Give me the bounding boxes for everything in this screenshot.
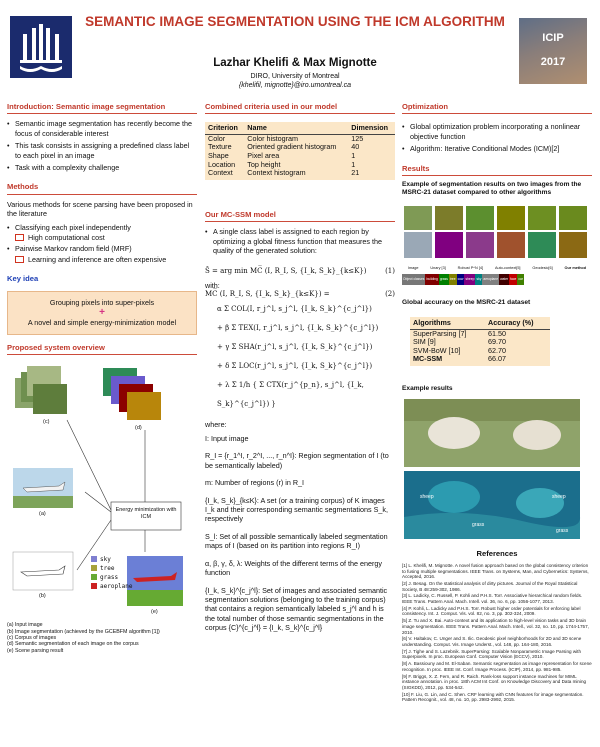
method-label: Image bbox=[407, 265, 419, 270]
class-label: sheep bbox=[464, 274, 475, 285]
key-idea-box bbox=[7, 291, 197, 335]
equation-terms bbox=[205, 300, 395, 414]
where-label: where: bbox=[205, 419, 227, 429]
equation-1-number: (1) bbox=[385, 267, 395, 276]
key-idea-heading: Key idea bbox=[7, 274, 39, 284]
class-label: face bbox=[509, 274, 517, 285]
cell: 40 bbox=[351, 142, 360, 152]
seg-label: sheep bbox=[420, 494, 434, 501]
definition-list bbox=[205, 434, 395, 633]
icip-badge bbox=[519, 18, 587, 84]
accuracy-col-header: Algorithms bbox=[410, 317, 485, 329]
class-label: water bbox=[499, 274, 509, 285]
email-line: {khelifil, mignotte}@iro.umontreal.ca bbox=[238, 82, 352, 89]
example-results-figure bbox=[402, 399, 592, 539]
caption: (b) Image segmentation (achieved by the GCEBFM algorithm [1]) bbox=[7, 628, 160, 635]
cell: Oriented gradient histogram bbox=[247, 142, 337, 152]
class-label: tree bbox=[449, 274, 457, 285]
reference-item: [5] Z. Tu and X. Bai. Auto-context and its application to high-level vision tasks and 3D brain image segmentation. IEEE Trans. Pattern Anal. Mach. Intell., vol. 32, no. 10, pp. 1744-1757, 2010. bbox=[402, 618, 589, 635]
equation-term: α Σ COL(I, r_j^l, s_j^l, {I_k, S_k}^{c_j^l}) bbox=[217, 304, 372, 313]
results-example-heading: Example of segmentation results on two images from the MSRC-21 dataset compared to other algorithms bbox=[402, 181, 582, 197]
methods-bullets bbox=[7, 223, 197, 232]
criteria-heading: Combined criteria used in our model bbox=[205, 102, 395, 114]
optimization-heading: Optimization bbox=[402, 102, 592, 114]
reference-item: [3] L. Ladicky, C. Russell, P. Kohli and P.H.S. Torr. Associative hierarchical random fields. IEEE Trans. Pattern Anal. Mach. Intell. vol. 36, no. 6, pp. 1056-1077, 2013. bbox=[402, 593, 583, 605]
con-item bbox=[7, 255, 197, 264]
equation-2-body: MC̅ (I, R_I, S, {I_k, S_k}_{k≤K}) = bbox=[205, 290, 330, 299]
equation-term: + λ Σ 1/h { Σ CTX(r_j^{p_n}, s_j^l, {I_k, S_k}^{c_j^l}) } bbox=[217, 380, 364, 408]
class-label: building bbox=[425, 274, 438, 285]
poster-title: SEMANTIC IMAGE SEGMENTATION USING THE ICM ALGORITHM bbox=[85, 14, 505, 29]
cell: 125 bbox=[351, 133, 364, 143]
legend-grass: grass bbox=[100, 574, 119, 582]
criteria-table bbox=[205, 122, 395, 179]
class-label: Object classes bbox=[402, 274, 425, 285]
class-label: aeroplane bbox=[482, 274, 499, 285]
criteria-col-header: Criterion bbox=[205, 122, 244, 134]
caption: (c) Corpus of images bbox=[7, 634, 57, 641]
overview-legend bbox=[100, 555, 133, 591]
cell: Top height bbox=[247, 159, 281, 169]
example-results-heading: Example results bbox=[402, 385, 453, 393]
icip-badge-year: 2017 bbox=[540, 56, 566, 68]
accuracy-col-header: Accuracy (%) bbox=[485, 317, 550, 329]
poster-header bbox=[0, 0, 600, 95]
method-label: Robust P^N [4] bbox=[457, 265, 484, 270]
cell: 21 bbox=[351, 168, 360, 178]
definition: S_l: Set of all possible semantically labeled segmentation maps of I (based on its partition into regions R_I) bbox=[205, 531, 388, 551]
class-label: car bbox=[517, 274, 524, 285]
equation-term: + β Σ TEX(I, r_j^l, s_j^l, {I_k, S_k}^{c_j^l}) bbox=[217, 323, 379, 332]
cell: Color bbox=[208, 133, 226, 143]
cell: MC-SSM bbox=[413, 354, 443, 364]
column-right bbox=[402, 98, 592, 704]
definition: m: Number of regions (r) in R_I bbox=[205, 478, 305, 488]
seg-label: sheep bbox=[552, 494, 566, 501]
equation-2 bbox=[205, 290, 395, 299]
cell: SIM [9] bbox=[413, 337, 436, 347]
key-idea-line: Grouping pixels into super-pixels bbox=[49, 297, 155, 307]
con-item bbox=[7, 233, 197, 242]
references-heading: References bbox=[476, 549, 518, 559]
cell: 1 bbox=[351, 159, 356, 169]
cell: Shape bbox=[208, 151, 229, 160]
results-heading: Results bbox=[402, 164, 592, 176]
poster-authors: Lazhar Khelifi & Max Mignotte bbox=[213, 57, 377, 69]
class-labels bbox=[402, 274, 592, 285]
comparison-row-2 bbox=[404, 232, 587, 258]
model-bullets bbox=[205, 227, 395, 255]
reference-item: [8] A. Bassiouny and M. El-Saban. Semantic segmentation as image representation for scene recognition. In proc. IEEE Int. Conf. Image Process. (ICIP), 2014, pp. 981-985. bbox=[402, 661, 592, 672]
caption: (d) Semantic segmentation of each image on the corpus bbox=[7, 641, 139, 648]
cell: Context bbox=[208, 168, 233, 178]
definition: {I_k, S_k}_{k≤K}: A set (or a training corpus) of K images I_k and their corresponding semantic segmentations S_k, respectively bbox=[205, 495, 388, 524]
equation-1-body: Ŝ = arg min MC̅ (I, R_I, S, {I_k, S_k}_{k≤K}) bbox=[205, 267, 367, 276]
intro-bullet: • Task with a complexity challenge bbox=[7, 163, 197, 172]
method-label: Geodesic[6] bbox=[532, 265, 553, 270]
system-overview-figure bbox=[7, 360, 197, 622]
cell: Color histogram bbox=[247, 133, 299, 143]
caption: (a) Input image bbox=[7, 622, 43, 629]
cell: Pixel area bbox=[247, 151, 280, 160]
definition: I: Input image bbox=[205, 434, 249, 444]
corpus-image bbox=[33, 384, 67, 414]
comparison-row-1 bbox=[404, 206, 587, 230]
label-b: (b) bbox=[39, 593, 46, 600]
affiliation-line: DIRO, University of Montreal bbox=[250, 73, 340, 80]
methods-text: Various methods for scene parsing have been proposed in the literature bbox=[7, 199, 193, 219]
table-row bbox=[205, 143, 395, 152]
poster-affiliation bbox=[80, 72, 510, 90]
key-idea-line: A novel and simple energy-minimization model bbox=[27, 317, 177, 327]
equation-2-number: (2) bbox=[385, 290, 395, 299]
seg-label: grass bbox=[472, 522, 485, 529]
comparison-figure bbox=[402, 202, 592, 294]
cell: Texture bbox=[208, 142, 232, 152]
intro-bullets bbox=[7, 119, 197, 172]
energy-box-label: Energy minimization with ICM bbox=[115, 507, 177, 521]
label-c: (c) bbox=[43, 419, 50, 426]
cell: 61.50 bbox=[488, 328, 507, 338]
optimization-bullet: • Global optimization problem incorporating a nonlinear objective function bbox=[402, 122, 592, 141]
overview-captions bbox=[7, 622, 197, 654]
definition: α, β, γ, δ, λ: Weights of the different terms of the energy function bbox=[205, 558, 383, 578]
method-label: Auto-context[5] bbox=[494, 265, 521, 270]
column-left bbox=[7, 98, 197, 654]
cell: SVM-BoW [10] bbox=[413, 345, 461, 355]
accuracy-heading: Global accuracy on the MSRC-21 dataset bbox=[402, 298, 531, 306]
example-results-images bbox=[402, 399, 592, 539]
icip-badge-name: ICIP bbox=[542, 32, 564, 44]
plus-icon: + bbox=[99, 306, 105, 318]
model-bullet: • A single class label is assigned to each region by optimizing a global fitness function that measures the quality of the generated solution: bbox=[205, 227, 395, 255]
intro-heading: Introduction: Semantic image segmentation bbox=[7, 102, 197, 114]
methods-bullets-2 bbox=[7, 244, 197, 253]
legend-aeroplane: aeroplane bbox=[100, 583, 133, 591]
label-a: (a) bbox=[39, 511, 46, 518]
methods-heading: Methods bbox=[7, 182, 197, 194]
equation-term: + γ Σ SHA(r_j^l, s_j^l, {I_k, S_k}^{c_j^l}) bbox=[217, 342, 373, 351]
seg-label: grass bbox=[556, 528, 569, 535]
with-label: with: bbox=[205, 280, 220, 290]
con-text: Learning and inference are often expensive bbox=[28, 254, 167, 264]
cell: 66.07 bbox=[488, 354, 507, 364]
cell: Location bbox=[208, 159, 236, 169]
cell: SuperParsing [7] bbox=[413, 328, 467, 338]
reference-item: [6] V. Haltakov, C. Unger and S. Ilic. Geodesic pixel neighborhoods for 2D and 3D scene understanding. Comput. Vis. Image Underst., vol. 148, pp. 164-180, 2016. bbox=[402, 636, 582, 647]
intro-bullet: • This task consists in assigning a predefined class label to each pixel in an image bbox=[7, 141, 197, 160]
reference-item: [7] J. Tighe and S. Lazebnik. SuperParsing: Scalable Nonparametric Image Parsing with Superpixels. In proc. European Conf. Computer Vision (ECCV), 2010. bbox=[402, 648, 581, 660]
university-logo bbox=[10, 16, 72, 78]
arrow-right-icon bbox=[15, 256, 24, 263]
reference-item: [10] F. Liu, G. Lin, and C. Shen. CRF learning with CNN features for image segmentation. Pattern Recognit., vol. 48, no. 10, pp. 2983-2992, 2015. bbox=[402, 691, 584, 703]
overview-heading: Proposed system overview bbox=[7, 343, 197, 355]
arrow-right-icon bbox=[15, 234, 24, 241]
optimization-bullet: • Algorithm: Iterative Conditional Modes (ICM)[2] bbox=[402, 144, 592, 153]
reference-item: [1] L. Khelifi, M. Mignotte. A novel fusion approach based on the global consistency criterion to fusing multiple segmentations. IEEE Trans. on Systems, Man, and Cybernetics: Systems, Accepted, 2016. bbox=[402, 562, 589, 580]
method-label: Unary [3] bbox=[430, 265, 446, 270]
cell: 1 bbox=[351, 151, 356, 160]
cell: 62.70 bbox=[488, 345, 507, 355]
model-heading: Our MC-SSM model bbox=[205, 210, 395, 222]
column-middle bbox=[205, 98, 395, 637]
reference-item: [9] F. Briggs, X. Z. Fern, and R. Raich. Rank-loss support instance machines for MIML instance annotation. in proc. 18th ACM Int Conf. on Knowledge Discovery and Data mining (SIGKDD), 2012, pp. 534-542. bbox=[402, 673, 587, 690]
legend-tree: tree bbox=[100, 565, 115, 573]
equation-1 bbox=[205, 267, 395, 276]
criteria-col-header: Dimension bbox=[348, 122, 395, 134]
references-list bbox=[402, 563, 592, 703]
label-d: (d) bbox=[135, 425, 142, 432]
segmentation-image bbox=[127, 392, 161, 420]
table-row bbox=[410, 355, 550, 366]
class-label: sky bbox=[475, 274, 482, 285]
definition: R_I = {r_1^I, r_2^I, ..., r_n^I}: Region segmentation of I (to be semantically labeled) bbox=[205, 451, 389, 470]
caption: (e) Scene parsing result bbox=[7, 647, 64, 654]
con-text: High computational cost bbox=[28, 233, 105, 243]
class-label: cow bbox=[457, 274, 465, 285]
reference-item: [2] J. Besag. On the statistical analysis of dirty pictures. Journal of the Royal Statistical Society, B 48:259-302, 1986. bbox=[402, 580, 578, 592]
optimization-bullets bbox=[402, 122, 592, 153]
cell: 69.70 bbox=[488, 337, 507, 347]
class-label: grass bbox=[439, 274, 449, 285]
label-e: (e) bbox=[151, 609, 158, 616]
methods-bullet: • Pairwise Markov random field (MRF) bbox=[7, 244, 197, 253]
method-labels bbox=[402, 264, 592, 273]
criteria-col-header: Name bbox=[244, 122, 348, 134]
accuracy-table bbox=[410, 317, 550, 366]
cell: Context histogram bbox=[247, 168, 306, 178]
intro-bullet: • Semantic image segmentation has recently become the focus of considerable interest bbox=[7, 119, 197, 138]
methods-bullet: • Classifying each pixel independently bbox=[7, 223, 197, 232]
definition: {I_k, S_k}^{c_j^l}: Set of images and associated semantic segmentation solutions (belonging to the training corpus) that contains a region semantically labeled s_j^l and h is the total number of those semantic segmentations in the corpus {C}^{c_j^l} = {I_k, S_k}^{c_j^l} bbox=[205, 585, 388, 633]
table-row bbox=[205, 169, 395, 180]
legend-sky: sky bbox=[100, 556, 111, 564]
equation-term: + δ Σ LOC(r_j^l, s_j^l, {I_k, S_k}^{c_j^l}) bbox=[217, 361, 373, 370]
reference-item: [4] P. Kohli, L. Ladicky and P.H.S. Torr. Robust higher order potentials for enforcing label consistency. Int. J. Comput. Vis. vol. 82, no. 3, pp. 302-324, 2009. bbox=[402, 605, 581, 617]
method-label: Our method bbox=[564, 265, 587, 270]
